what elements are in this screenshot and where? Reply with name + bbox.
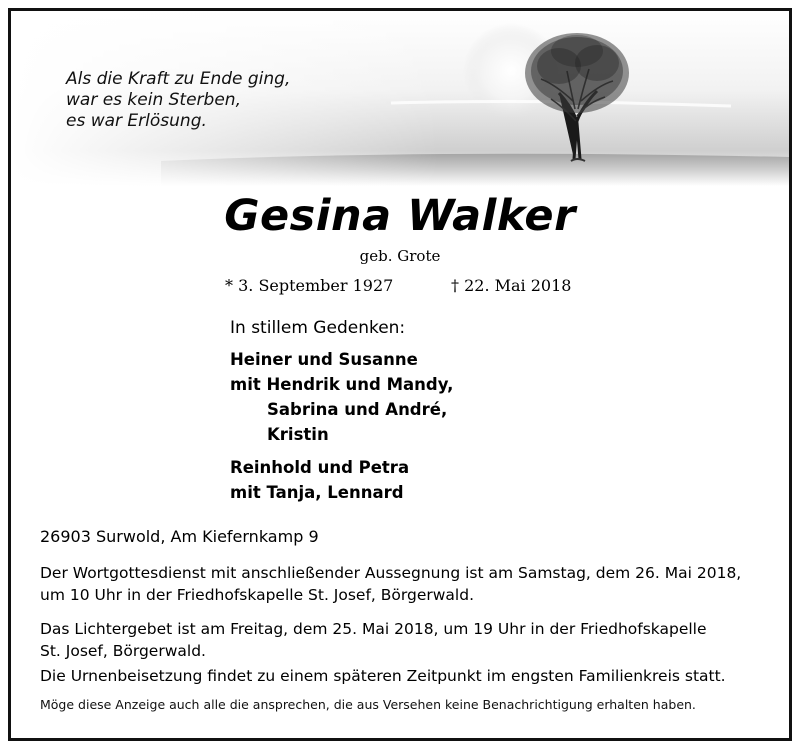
poem — [66, 69, 290, 132]
service-notice — [40, 562, 780, 606]
poem-line: Als die Kraft zu Ende ging, — [66, 69, 291, 89]
obituary-notice — [8, 8, 792, 741]
footnote: Möge diese Anzeige auch alle die ansprechen, die aus Versehen keine Benachrichtigung erhalten haben. — [40, 697, 696, 712]
notice-line: St. Josef, Börgerwald. — [40, 642, 206, 660]
poem-line: war es kein Sterben, — [66, 90, 241, 110]
memorial-intro: In stillem Gedenken: — [230, 318, 406, 338]
mourner-group — [230, 455, 409, 505]
notice-line: Das Lichtergebet ist am Freitag, dem 25. Mai 2018, um 19 Uhr in der Friedhofskapelle — [40, 620, 707, 638]
birth-date: * 3. September 1927 — [225, 276, 394, 295]
mourner-line: Sabrina und André, — [267, 400, 448, 419]
mourner-group — [230, 347, 453, 447]
mourner-line: Heiner und Susanne — [230, 350, 418, 369]
notice-line: um 10 Uhr in der Friedhofskapelle St. Josef, Börgerwald. — [40, 586, 474, 604]
poem-line: es war Erlösung. — [66, 111, 207, 131]
mourner-line: Reinhold und Petra — [230, 458, 410, 477]
address: 26903 Surwold, Am Kiefernkamp 9 — [40, 527, 319, 546]
mourner-line: mit Tanja, Lennard — [230, 483, 404, 502]
prayer-notice — [40, 618, 780, 662]
notice-line: Der Wortgottesdienst mit anschließender Aussegnung ist am Samstag, dem 26. Mai 2018, — [40, 564, 742, 582]
deceased-name: Gesina Walker — [224, 191, 576, 241]
death-date: † 22. Mai 2018 — [451, 276, 572, 295]
maiden-name: geb. Grote — [359, 247, 441, 265]
urn-notice: Die Urnenbeisetzung findet zu einem späteren Zeitpunkt im engsten Familienkreis statt. — [40, 667, 726, 685]
mourner-line: Kristin — [267, 425, 329, 444]
mourner-line: mit Hendrik und Mandy, — [230, 375, 454, 394]
